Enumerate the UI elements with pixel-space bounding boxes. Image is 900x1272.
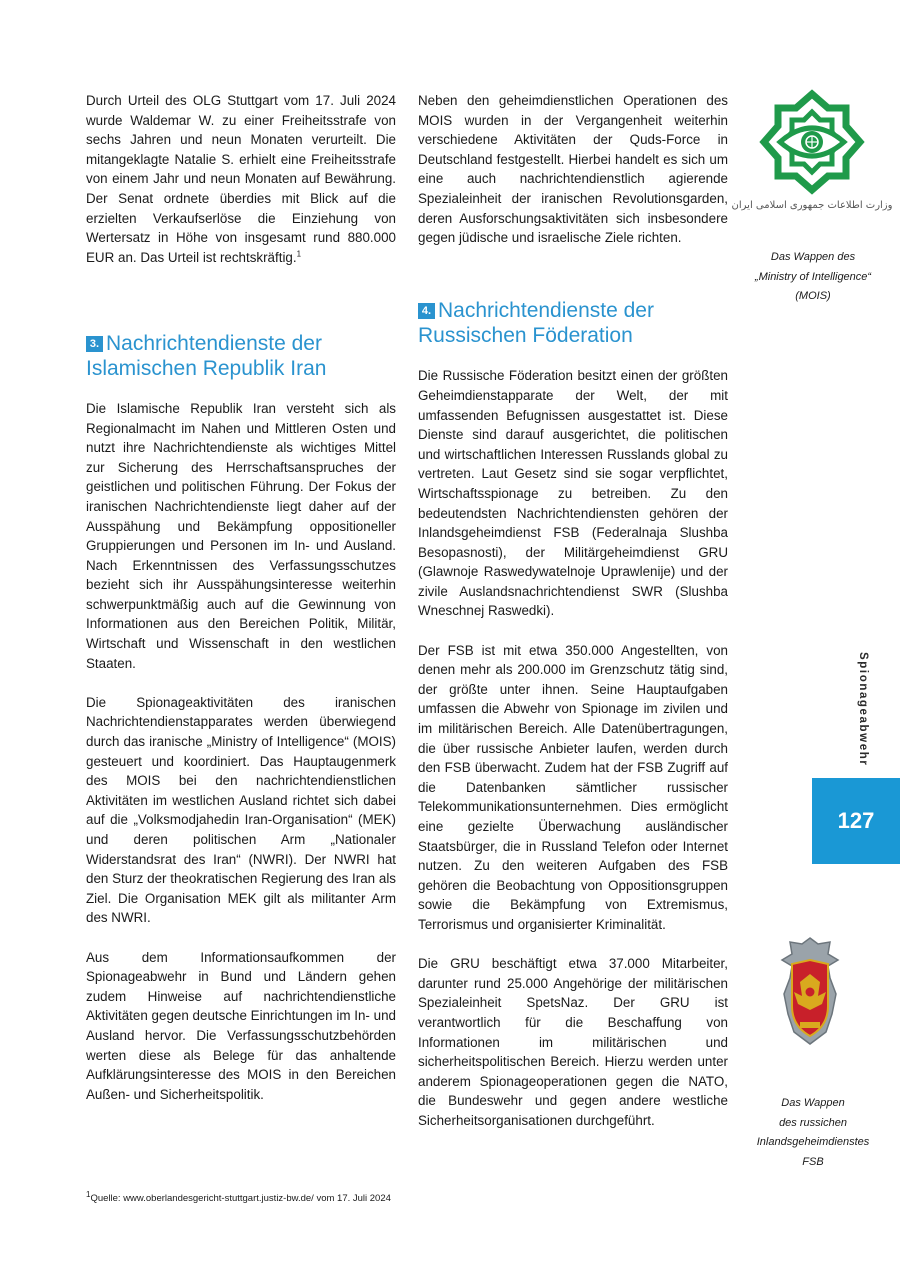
- right-column: [418, 91, 728, 1150]
- svg-text:وزارت اطلاعات جمهوری اسلامی ای: وزارت اطلاعات جمهوری اسلامی ایران: [731, 200, 893, 211]
- section-title-iran: Nachrichtendienste der Islamischen Republik Iran: [86, 331, 327, 380]
- paragraph-information: Aus dem Informationsaufkommen der Spionageabwehr in Bund und Ländern gehen zudem Hinweise auf nachrichtendienstliche Aktivitäten gegen deutsche Einrichtungen im In- und Ausland hervor. Die Verfassungsschutzbehörden werten diese als Belege für das anhaltende Aufklärungsinteresse des MOIS in den Bereichen Außen- und Sicherheitspolitik.: [86, 949, 396, 1102]
- section-number-3: 3.: [86, 336, 103, 352]
- paragraph-fsb: Der FSB ist mit etwa 350.000 Angestellten, von denen mehr als 200.000 im Grenzschutz tätig sind, der größte unter ihnen. Seine Hauptaufgaben umfassen die Abwehr von Spionage im zivilen und im militärischen Bereich. Alle Datenübertragungen, die über russische Anbieter laufen, werden durch den FSB überwacht. Zudem hat der FSB Zugriff auf die Datenbanken sämtlicher russischer Telekommunikationsunternehmen. Dies ermöglicht eine gezielte Überwachung ausländischer Staatsbürger, die in Russland Telefon oder Internet nutzen. Zu den weiteren Aufgaben des FSB gehören die Beobachtung von Oppositionsgruppen sowie die Bekämpfung von Extremismus, Terrorismus und organisierter Kriminalität.: [418, 642, 728, 932]
- paragraph-mois: Die Spionageaktivitäten des iranischen Nachrichtendienstapparates werden überwiegend durch das iranische „Ministry of Intelligence“ (MOIS) gesteuert und koordiniert. Das Hauptaugenmerk des MOIS bei den nachrichtendienstlichen Aktivitäten im westlichen Ausland richtet sich dabei auf die „Volksmodjahedin Iran-Organisation“ (MEK) und deren politischen Arm „Nationaler Widerstandsrat des Iran“ (NWRI). Der NWRI hat den Sturz der theokratischen Regierung des Iran als Ziel. Die Organisation MEK gilt als militanter Arm des NWRI.: [86, 694, 396, 926]
- page-number: 127: [812, 778, 900, 864]
- paragraph-quds-force: Neben den geheimdienstlichen Operationen des MOIS wurden in der Vergangenheit weiterhin verschiedene Aktivitäten der Quds-Force in Deutschland festgestellt. Hierbei handelt es sich um eine auch nachrichtendienstlich agierende Spezialeinheit der iranischen Revolutionsgarden, deren Ausforschungsaktivitäten sich insbesondere gegen jüdische und israelische Ziele richten.: [418, 93, 728, 246]
- mois-emblem: [731, 88, 893, 238]
- fsb-emblem: [770, 934, 850, 1048]
- section-title-russia: Nachrichtendienste der Russischen Föderation: [418, 299, 654, 348]
- footnote-mark: 1: [296, 249, 302, 259]
- section-label: Spionageabwehr: [857, 652, 869, 767]
- section-heading-russia: [418, 298, 728, 348]
- fsb-caption: Das Wappen des russichen Inlandsgeheimdienstes FSB: [756, 1097, 870, 1168]
- footnote: [86, 1189, 391, 1204]
- footnote-number: 1: [86, 1189, 91, 1199]
- paragraph-iran-intro: Die Islamische Republik Iran versteht sich als Regionalmacht im Nahen und Mittleren Osten und nutzt ihre Nachrichtendienste als wichtiges Mittel zur Sicherung des Herrschaftsanspruches der geistlichen und politischen Führung. Der Fokus der iranischen Nachrichtendienste liegt daher auf der Ausspähung und Bekämpfung oppositioneller Gruppierungen und Personen im In- und Ausland. Nach Erkenntnissen des Verfassungsschutzes bezieht sich ihr Ausspähungsinteresse weiterhin schwerpunktmäßig auch auf die Gewinnung von Informationen aus den Bereichen Politik, Militär, Wirtschaft und Wissenschaft in den westlichen Staaten.: [86, 400, 396, 671]
- left-column: [86, 91, 396, 1124]
- paragraph-gru: Die GRU beschäftigt etwa 37.000 Mitarbeiter, darunter rund 25.000 Angehörige der militärischen Spezialeinheit SpetsNaz. Der GRU ist verantwortlich für die Beschaffung von Informationen im militärischen und sicherheitspolitischen Bereich. Hierzu werden unter anderem Spionageoperationen gegen die NATO, die Bundeswehr und gegen andere westliche Sicherheitsorganisationen durchgeführt.: [418, 956, 728, 1128]
- paragraph-verdict: Durch Urteil des OLG Stuttgart vom 17. Juli 2024 wurde Waldemar W. zu einer Freiheitsstrafe von sechs Jahren und neun Monaten verurteilt. Die mitangeklagte Natalie S. erhielt eine Freiheitsstrafe von einem Jahr und neun Monaten auf Bewährung. Der Senat ordnete überdies mit Blick auf die erzielten Verkaufserlöse die Einziehung von Wertersatz in Höhe von insgesamt rund 880.000 EUR an. Das Urteil ist rechtskräftig.$^1$: [86, 93, 396, 265]
- section-number-4: 4.: [418, 303, 435, 319]
- mois-caption: Das Wappen des „Ministry of Intelligence“ (MOIS): [754, 251, 872, 302]
- section-heading-iran: [86, 331, 396, 381]
- paragraph-russia-intro: Die Russische Föderation besitzt einen der größten Geheimdienstapparate der Welt, der mit umfassenden Befugnissen ausgestattet ist. Diese Dienste sind darauf ausgerichtet, die politischen und wirtschaftlichen Interessen Russlands global zu vertreten. Laut Gesetz sind sie sogar verpflichtet, Wirtschaftsspionage zu betreiben. Zu den bedeutendsten Nachrichtendiensten gehören der Inlandsgeheimdienst FSB (Federalnaja Slushba Besopasnosti), der Militärgeheimdienst GRU (Glawnoje Raswedywatelnoje Uprawlenije) und der zivile Auslandsnachrichtendienst SWR (Slushba Wneschnej Raswedki).: [418, 368, 728, 619]
- footnote-text: Quelle: www.oberlandesgericht-stuttgart.justiz-bw.de/ vom 17. Juli 2024: [90, 1193, 391, 1204]
